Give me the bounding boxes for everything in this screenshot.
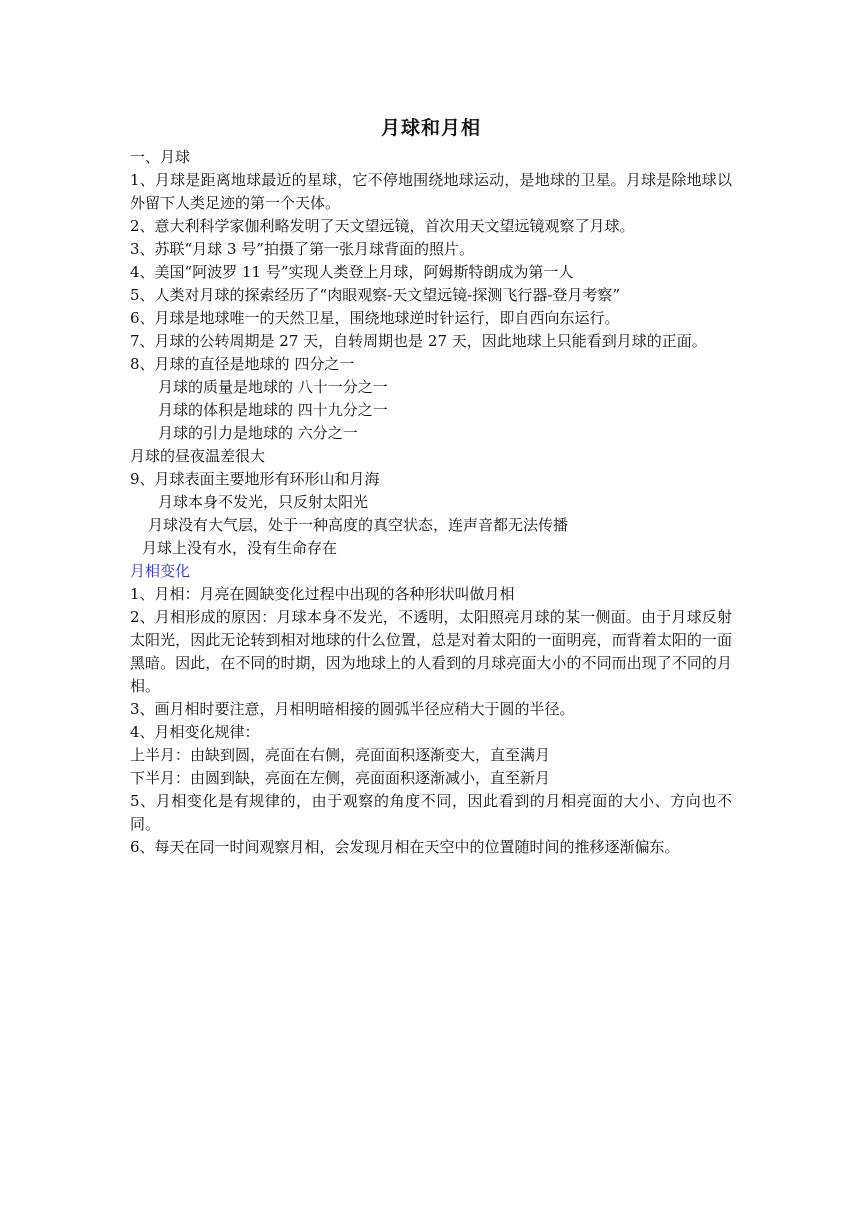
paragraph: 6、月球是地球唯一的天然卫星，围绕地球逆时针运行，即自西向东运行。 (130, 309, 620, 327)
paragraph: 下半月：由圆到缺，亮面在左侧，亮面面积逐渐减小，直至新月 (130, 769, 551, 787)
paragraph: 7、月球的公转周期是 27 天，自转周期也是 27 天，因此地球上只能看到月球的正面。 (130, 332, 707, 350)
paragraph: 月球的体积是地球的 四十九分之一 (158, 401, 388, 419)
paragraph: 9、月球表面主要地形有环形山和月海 (130, 470, 380, 488)
paragraph: 月球的引力是地球的 六分之一 (158, 424, 358, 442)
paragraph: 月球上没有水，没有生命存在 (142, 539, 338, 557)
document-page (130, 113, 732, 859)
paragraph: 2、月相形成的原因：月球本身不发光，不透明，太阳照亮月球的某一侧面。由于月球反射太阳光，因此无论转到相对地球的什么位置，总是对着太阳的一面明亮，而背着太阳的一面黑暗。因此，在不同的时期，因为地球上的人看到的月球亮面大小的不同而出现了不同的月相。 (130, 608, 732, 695)
paragraph: 6、每天在同一时间观察月相，会发现月相在天空中的位置随时间的推移逐渐偏东。 (130, 838, 680, 856)
section-moon-phases (130, 560, 732, 859)
paragraph: 3、苏联“月球 3 号”拍摄了第一张月球背面的照片。 (130, 240, 474, 258)
paragraph: 上半月：由缺到圆，亮面在右侧，亮面面积逐渐变大，直至满月 (130, 746, 551, 764)
paragraph: 2、意大利科学家伽利略发明了天文望远镜，首次用天文望远镜观察了月球。 (130, 217, 635, 235)
paragraph: 月球的昼夜温差很大 (130, 447, 266, 465)
section-heading-moon: 一、月球 (130, 148, 191, 166)
document-title: 月球和月相 (380, 117, 481, 139)
paragraph: 月球本身不发光，只反射太阳光 (158, 493, 369, 511)
paragraph: 8、月球的直径是地球的 四分之一 (130, 355, 355, 373)
section-moon (130, 146, 732, 560)
paragraph: 1、月球是距离地球最近的星球，它不停地围绕地球运动，是地球的卫星。月球是除地球以外留下人类足迹的第一个天体。 (130, 171, 732, 212)
section-heading-phases: 月相变化 (130, 562, 191, 580)
paragraph: 4、月相变化规律： (130, 723, 260, 741)
paragraph: 月球没有大气层，处于一种高度的真空状态，连声音都无法传播 (148, 516, 569, 534)
paragraph: 5、月相变化是有规律的，由于观察的角度不同，因此看到的月相亮面的大小、方向也不同。 (130, 792, 732, 833)
paragraph: 1、月相：月亮在圆缺变化过程中出现的各种形状叫做月相 (130, 585, 515, 603)
paragraph: 3、画月相时要注意，月相明暗相接的圆弧半径应稍大于圆的半径。 (130, 700, 575, 718)
paragraph: 4、美国“阿波罗 11 号”实现人类登上月球，阿姆斯特朗成为第一人 (130, 263, 574, 281)
paragraph: 月球的质量是地球的 八十一分之一 (158, 378, 388, 396)
paragraph: 5、人类对月球的探索经历了“肉眼观察-天文望远镜-探测飞行器-登月考察” (130, 286, 621, 304)
